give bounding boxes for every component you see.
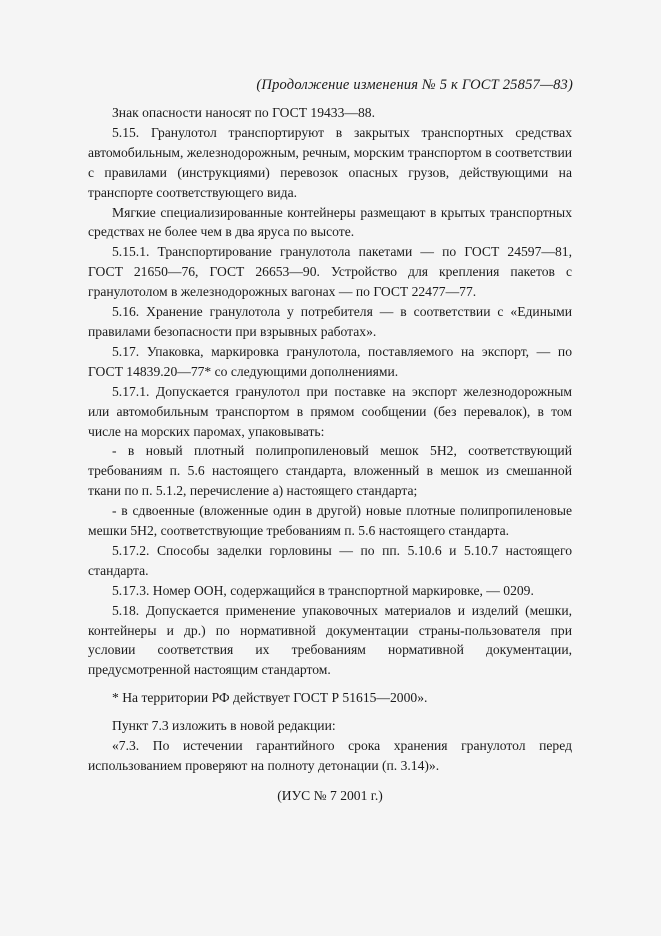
paragraph-5-17-3: 5.17.3. Номер ООН, содержащийся в транспортной маркировке, — 0209. <box>112 582 534 598</box>
paragraph-5-17-2: 5.17.2. Способы заделки горловины — по пп. 5.10.6 и 5.10.7 настоящего стандарта. <box>88 542 572 578</box>
amendment-text: «7.3. По истечении гарантийного срока хранения гранулотол перед использованием проверяют на полноту детонации (п. 3.14)». <box>88 738 572 773</box>
document-body <box>88 103 572 806</box>
list-item-double-bag: - в сдвоенные (вложенные один в другой) новые плотные полипропиленовые мешки 5Н2, соответствующие требованиям п. 5.6 настоящего стандарта. <box>88 503 572 539</box>
paragraph-5-15: 5.15. Гранулотол транспортируют в закрытых транспортных средствах автомобильным, железнодорожным, речным, морским транспортом в соответствии с правилами (инструкциями) перевозок опасных грузов, действующими на транспорте соответствующего вида. <box>88 124 572 200</box>
amendment-intro: Пункт 7.3 изложить в новой редакции: <box>112 718 336 734</box>
paragraph-containers: Мягкие специализированные контейнеры размещают в крытых транспортных средствах не более чем в два яруса по высоте. <box>88 204 572 240</box>
paragraph-5-17: 5.17. Упаковка, маркировка гранулотола, поставляемого на экспорт, — по ГОСТ 14839.20—77* со следующими дополнениями. <box>88 343 572 379</box>
paragraph-hazard-sign: Знак опасности наносят по ГОСТ 19433—88. <box>112 105 375 120</box>
paragraph-5-18: 5.18. Допускается применение упаковочных материалов и изделий (мешки, контейнеры и др.) по нормативной документации страны-пользователя при условии соответствия их требованиям нормативной документации, предусмотренной настоящим стандартом. <box>88 602 572 678</box>
paragraph-5-16: 5.16. Хранение гранулотола у потребителя — в соответствии с «Едиными правилами безопасности при взрывных работах». <box>88 304 572 339</box>
list-item-single-bag: - в новый плотный полипропиленовый мешок 5Н2, соответствующий требованиям п. 5.6 настоящего стандарта, вложенный в мешок из смешанной ткани по п. 5.1.2, перечисление а) настоящего стандарта; <box>88 443 572 499</box>
footnote: * На территории РФ действует ГОСТ Р 51615—2000». <box>112 690 428 706</box>
page-header: (Продолжение изменения № 5 к ГОСТ 25857—83) <box>256 77 573 93</box>
paragraph-5-17-1: 5.17.1. Допускается гранулотол при поставке на экспорт железнодорожным или автомобильным транспортом в прямом сообщении (без перевалок), в том числе на морских паромах, упаковывать: <box>88 383 572 439</box>
paragraph-5-15-1: 5.15.1. Транспортирование гранулотола пакетами — по ГОСТ 24597—81, ГОСТ 21650—76, ГОСТ 26653—90. Устройство для крепления пакетов с гранулотолом в железнодорожных вагонах — по ГОСТ 22477—77. <box>88 244 572 300</box>
source-reference: (ИУС № 7 2001 г.) <box>277 787 383 803</box>
